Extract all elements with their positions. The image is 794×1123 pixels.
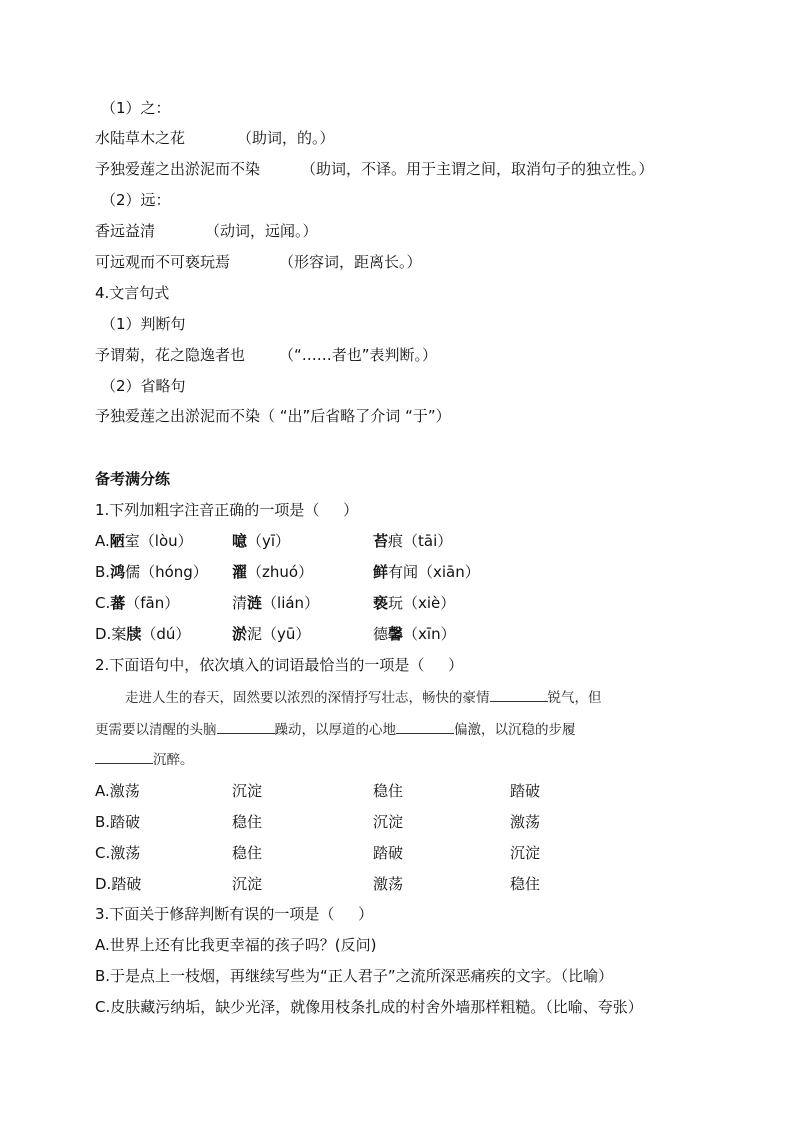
option-text: 玩（xiè）	[388, 594, 456, 612]
bold-character: 鲜	[373, 563, 389, 581]
option-text: （yī）	[247, 532, 291, 550]
section-4-title: 4.文言句式	[95, 284, 170, 302]
judge-example: 予谓菊，花之隐逸者也	[95, 346, 246, 364]
omit-heading: （2）省略句	[101, 377, 186, 395]
judge-heading: （1）判断句	[101, 315, 186, 333]
q1-option-a-item-1	[95, 531, 193, 551]
option-text: （fān）	[125, 594, 180, 612]
q1-option-a-item-3	[373, 531, 452, 551]
q2-option-b-word-3: 沉淀	[373, 813, 404, 831]
option-text: （xīn）	[403, 625, 456, 643]
q1-option-d-item-3	[373, 624, 456, 644]
q2-option-b-word-1: B.踏破	[95, 813, 141, 831]
bold-character: 濯	[232, 563, 248, 581]
passage-text: 更需要以清醒的头脑	[95, 722, 217, 738]
yuan-heading: （2）远：	[101, 191, 171, 209]
passage-text: 走进人生的春天，固然要以浓烈的深情抒写壮志，畅快的豪情	[125, 690, 490, 706]
passage-text: 沉醉。	[153, 752, 194, 768]
zhi-example-2: 予独爱莲之出淤泥而不染	[95, 160, 261, 178]
bold-character: 淤	[232, 625, 248, 643]
q1-option-b-item-2	[232, 562, 313, 582]
fill-blank-2	[217, 721, 275, 734]
yuan-gloss-2: （形容词，距离长。）	[279, 253, 422, 271]
q2-option-b-word-2: 稳住	[232, 813, 263, 831]
q1-option-c-item-1	[95, 593, 179, 613]
bold-character: 牍	[126, 625, 142, 643]
fill-blank-3	[396, 721, 454, 734]
fill-blank-1	[490, 689, 548, 702]
judge-gloss: （“……者也”表判断。）	[279, 346, 438, 364]
option-text: （dú）	[141, 625, 191, 643]
bold-character: 苔	[373, 532, 389, 550]
option-text: B.	[95, 563, 111, 581]
bold-character: 涟	[247, 594, 263, 612]
bold-character: 馨	[388, 625, 404, 643]
option-text: A.	[95, 532, 110, 550]
q1-option-b-item-3	[373, 562, 480, 582]
passage-text: 锐气，但	[547, 690, 602, 706]
option-text: 清	[232, 594, 248, 612]
q2-stem: 2.下面语句中，依次填入的词语最恰当的一项是（ ）	[95, 656, 464, 674]
option-text: 儒（hóng）	[125, 563, 208, 581]
bold-character: 鸿	[110, 563, 126, 581]
q1-option-d-item-1	[95, 624, 190, 644]
zhi-heading: （1）之：	[101, 99, 171, 117]
bold-character: 噫	[232, 532, 248, 550]
q2-option-d-word-4: 稳住	[510, 875, 541, 893]
yuan-example-1: 香远益清	[95, 222, 156, 240]
practice-title: 备考满分练	[95, 470, 171, 488]
zhi-example-1: 水陆草木之花	[95, 129, 186, 147]
q2-option-b-word-4: 激荡	[510, 813, 541, 831]
q2-option-a-word-1: A.激荡	[95, 782, 140, 800]
q2-option-d-word-2: 沉淀	[232, 875, 263, 893]
q3-option-a: A.世界上还有比我更幸福的孩子吗？(反问)	[95, 936, 377, 954]
q1-option-d-item-2	[232, 624, 310, 644]
q2-option-c-word-1: C.激荡	[95, 844, 141, 862]
fill-blank-4	[95, 751, 153, 764]
q2-option-d-word-1: D.踏破	[95, 875, 142, 893]
option-text: 室（lòu）	[124, 532, 193, 550]
q3-option-c: C.皮肤藏污纳垢，缺少光泽，就像用枝条扎成的村舍外墙那样粗糙。（比喻、夸张）	[95, 998, 643, 1016]
q2-option-a-word-3: 稳住	[373, 782, 404, 800]
option-text: 泥（yū）	[247, 625, 311, 643]
q2-passage-line-1	[125, 688, 702, 708]
option-text: 德	[373, 625, 389, 643]
q2-passage-line-3	[95, 750, 702, 770]
zhi-gloss-2: （助词，不译。用于主谓之间，取消句子的独立性。）	[301, 160, 654, 178]
q2-option-c-word-2: 稳住	[232, 844, 263, 862]
q1-option-c-item-3	[373, 593, 455, 613]
q2-option-a-word-2: 沉淀	[232, 782, 263, 800]
option-text: （zhuó）	[247, 563, 314, 581]
q2-option-c-word-3: 踏破	[373, 844, 404, 862]
q2-option-a-word-4: 踏破	[510, 782, 541, 800]
q2-passage-line-2	[95, 720, 702, 740]
q1-stem: 1.下列加粗字注音正确的一项是（ ）	[95, 501, 359, 519]
q1-option-c-item-2	[232, 593, 319, 613]
passage-text: 躁动，以厚道的心地	[274, 722, 396, 738]
option-text: D.案	[95, 625, 127, 643]
q1-option-b-item-1	[95, 562, 208, 582]
option-text: （lián）	[262, 594, 320, 612]
yuan-gloss-1: （动词，远闻。）	[205, 222, 318, 240]
option-text: 有闻（xiān）	[388, 563, 480, 581]
zhi-gloss-1: （助词，的。）	[237, 129, 335, 147]
q2-option-c-word-4: 沉淀	[510, 844, 541, 862]
bold-character: 亵	[373, 594, 389, 612]
q3-option-b: B.于是点上一枝烟，再继续写些为“正人君子”之流所深恶痛疾的文字。（比喻）	[95, 967, 614, 985]
option-text: C.	[95, 594, 111, 612]
q3-stem: 3.下面关于修辞判断有误的一项是（ ）	[95, 905, 374, 923]
yuan-example-2: 可远观而不可亵玩焉	[95, 253, 231, 271]
q2-option-d-word-3: 激荡	[373, 875, 404, 893]
passage-text: 偏激，以沉稳的步履	[454, 722, 576, 738]
option-text: 痕（tāi）	[388, 532, 453, 550]
bold-character: 陋	[109, 532, 125, 550]
bold-character: 蕃	[110, 594, 126, 612]
q1-option-a-item-2	[232, 531, 290, 551]
omit-example: 予独爱莲之出淤泥而不染（ “出”后省略了介词 “于”）	[95, 407, 451, 425]
